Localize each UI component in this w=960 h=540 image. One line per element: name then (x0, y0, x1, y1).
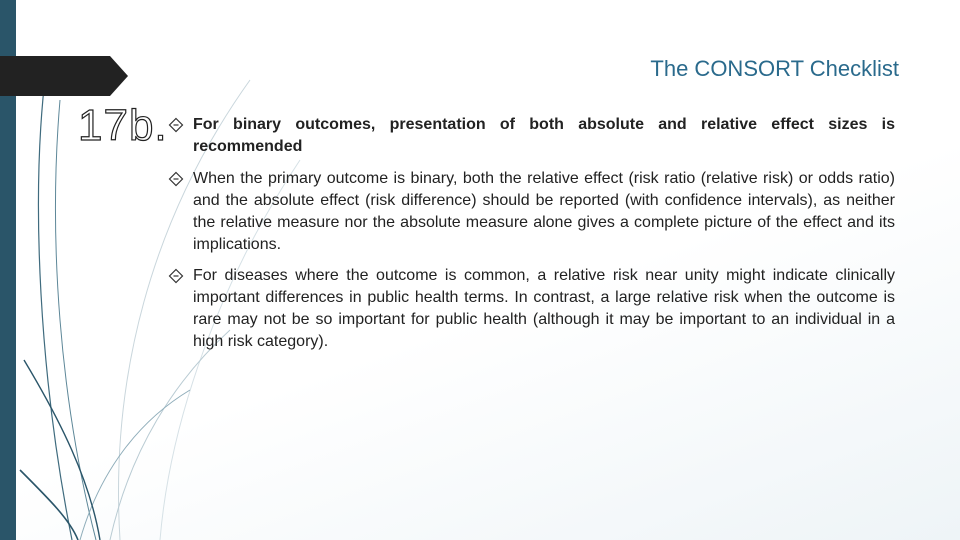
slide-title: The CONSORT Checklist (650, 56, 899, 81)
title-tab-shape (0, 56, 128, 96)
bullet-list (168, 114, 895, 362)
bullet-item (168, 168, 895, 256)
item-number: 17b. (78, 101, 168, 150)
bullet-text: For binary outcomes, presentation of both absolute and relative effect sizes is recommended (193, 116, 895, 155)
diamond-outline-icon (168, 171, 184, 187)
diamond-outline-icon (168, 268, 184, 284)
bullet-text: When the primary outcome is binary, both the relative effect (risk ratio (relative risk) or odds ratio) and the absolute effect (risk difference) should be reported (with confidence intervals), as neither the relative measure nor the absolute measure alone gives a complete picture of the effect and its implications. (193, 170, 895, 253)
diamond-outline-icon (168, 117, 184, 133)
bullet-item (168, 265, 895, 353)
bullet-text: For diseases where the outcome is common, a relative risk near unity might indicate clinically important differences in public health terms. In contrast, a large relative risk when the outcome is rare may not be so important for public health (although it may be important to an individual in a high risk category). (193, 267, 895, 350)
bullet-item (168, 114, 895, 158)
